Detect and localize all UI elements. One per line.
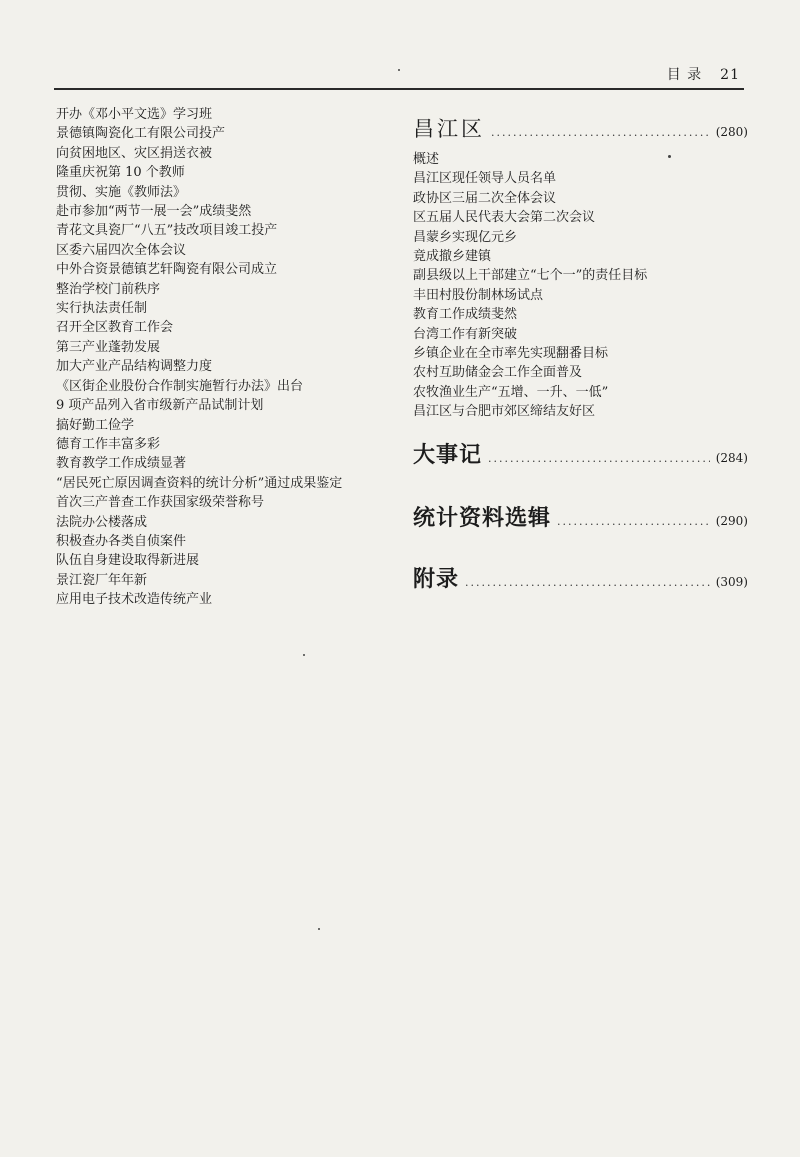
list-item: 昌蒙乡实现亿元乡 xyxy=(413,229,518,245)
list-item: 竟成撤乡建镇 xyxy=(413,249,492,265)
section-page: (280) xyxy=(715,125,748,139)
list-item: 台湾工作有新突破 xyxy=(413,326,518,342)
list-item: 隆重庆祝第 10 个教师 xyxy=(56,165,185,181)
list-item: 青花文具瓷厂“八五”技改项目竣工投产 xyxy=(56,223,278,239)
list-item: 昌江区与合肥市郊区缔结友好区 xyxy=(413,404,596,420)
list-item: 应用电子技术改造传统产业 xyxy=(56,592,213,608)
leader-dots xyxy=(491,126,710,139)
list-item: 队伍自身建设取得新进展 xyxy=(56,553,200,569)
print-speck xyxy=(303,654,305,656)
running-head-title: 目 录 xyxy=(666,67,703,83)
right-column xyxy=(413,113,748,593)
list-item: 召开全区教育工作会 xyxy=(56,320,174,336)
section-page: (284) xyxy=(715,450,748,465)
list-item: 首次三产普查工作获国家级荣誉称号 xyxy=(56,495,265,511)
list-item: 开办《邓小平文选》学习班 xyxy=(56,107,213,122)
section-page: (290) xyxy=(715,513,748,528)
section-heading-changjiang xyxy=(413,113,748,143)
header-rule xyxy=(54,88,744,90)
list-item: 景江瓷厂年年新 xyxy=(56,572,148,588)
list-item: 农牧渔业生产“五增、一升、一低” xyxy=(413,384,609,400)
left-column-list xyxy=(56,105,386,610)
list-item: 9 项产品列入省市级新产品试制计划 xyxy=(56,398,264,414)
list-item: 第三产业蓬勃发展 xyxy=(56,339,161,355)
print-speck xyxy=(668,155,671,158)
section-title: 统计资料选辑 xyxy=(413,504,552,531)
section-title: 附录 xyxy=(413,565,460,592)
page-number: 21 xyxy=(720,67,740,83)
list-item: 农村互助储金会工作全面普及 xyxy=(413,365,583,381)
list-item: 教育工作成绩斐然 xyxy=(413,307,518,323)
list-item: 乡镇企业在全市率先实现翻番目标 xyxy=(413,346,609,362)
leader-dots xyxy=(465,576,710,589)
print-speck xyxy=(398,69,400,71)
list-item: 概述 xyxy=(413,152,440,167)
list-item: 《区街企业股份合作制实施暂行办法》出台 xyxy=(56,378,304,394)
section-heading-tongji xyxy=(413,501,748,532)
list-item: 中外合资景德镇艺轩陶瓷有限公司成立 xyxy=(56,262,278,278)
list-item: “居民死亡原因调查资料的统计分析”通过成果鉴定 xyxy=(56,475,343,491)
section-title: 大事记 xyxy=(413,441,483,468)
running-head xyxy=(667,64,740,84)
list-item: 赴市参加“两节一展一会”成绩斐然 xyxy=(56,204,252,220)
list-item: 实行执法责任制 xyxy=(56,301,148,317)
leader-dots xyxy=(488,452,710,465)
list-item: 积极查办各类自侦案件 xyxy=(56,533,187,549)
list-item: 昌江区现任领导人员名单 xyxy=(413,171,557,187)
list-item: 丰田村股份制林场试点 xyxy=(413,287,544,303)
section-heading-dashiji xyxy=(413,438,748,469)
list-item: 加大产业产品结构调整力度 xyxy=(56,359,213,375)
changjiang-entry-list xyxy=(413,150,748,422)
list-item: 教育教学工作成绩显著 xyxy=(56,456,187,472)
list-item: 整治学校门前秩序 xyxy=(56,281,161,297)
list-item: 向贫困地区、灾区捐送衣被 xyxy=(56,145,213,161)
section-title: 昌江区 xyxy=(413,117,485,141)
list-item: 搞好勤工俭学 xyxy=(56,417,135,433)
list-item: 法院办公楼落成 xyxy=(56,514,148,530)
list-item: 德育工作丰富多彩 xyxy=(56,436,161,452)
print-speck xyxy=(318,928,320,930)
list-item: 区委六届四次全体会议 xyxy=(56,242,187,258)
list-item: 景德镇陶瓷化工有限公司投产 xyxy=(56,126,226,142)
list-item: 政协区三届二次全体会议 xyxy=(413,190,557,206)
section-page: (309) xyxy=(715,574,748,589)
list-item: 贯彻、实施《教师法》 xyxy=(56,184,187,200)
leader-dots xyxy=(557,515,710,528)
list-item: 副县级以上干部建立“七个一”的责任目标 xyxy=(413,268,648,284)
list-item: 区五届人民代表大会第二次会议 xyxy=(413,210,596,226)
section-heading-fulu xyxy=(413,562,748,593)
